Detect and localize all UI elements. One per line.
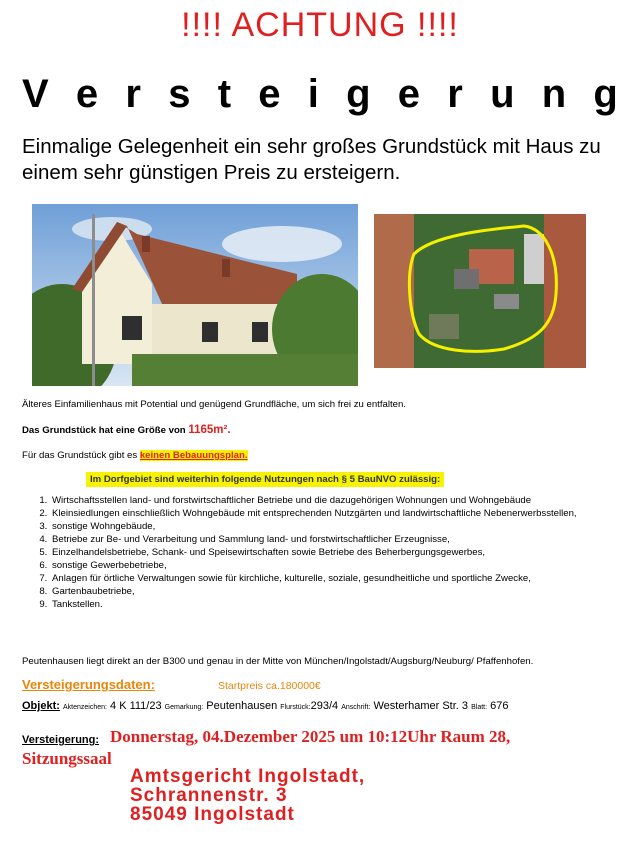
blatt-value: 676 [490,700,509,712]
achtung-heading: !!!! ACHTUNG !!!! [181,6,459,44]
court-name: Amtsgericht Ingolstadt, [130,766,366,787]
title-letter: t [217,72,232,116]
plot-size-value: 1165m². [188,424,231,436]
title-letter: r [125,72,141,116]
anschrift-value: Westerhamer Str. 3 [373,700,469,712]
court-street: Schrannenstr. 3 [130,785,288,806]
development-plan-highlight: keinen Bebauungsplan. [139,450,248,461]
title-letter: e [397,72,421,116]
development-plan-line [22,449,248,462]
gemarkung-value: Peutenhausen [206,700,278,712]
usage-list-item: 7. Anlagen für örtliche Verwaltungen sowie für kirchliche, kulturelle, soziale, gesundheitliche und sportliche Zwecke, [50,572,630,585]
plot-size-line [22,424,231,437]
title-letter: g [346,72,371,116]
objekt-label: Objekt: [22,700,60,712]
aktenzeichen-label: Aktenzeichen: [62,704,107,711]
title-letter: s [168,72,191,116]
aerial-photo [374,214,586,368]
title-letter: V [22,72,49,116]
auction-datetime: Donnerstag, 04.Dezember 2025 um 10:12Uhr Raum 28, [110,727,511,746]
usage-list-item: 3. sonstige Wohngebäude, [50,520,630,533]
title-letter: i [307,72,319,116]
title-letter: g [593,72,618,116]
anschrift-label: Anschrift: [341,704,371,711]
objekt-row [22,700,508,712]
start-price: Startpreis ca.180000€ [218,680,321,692]
page-title [22,72,618,117]
usage-list-item: 4. Betriebe zur Be- und Verarbeitung und Sammlung land- und forstwirtschaftlicher Erzeugnisse, [50,533,630,546]
development-plan-prefix: Für das Grundstück gibt es [22,450,140,461]
aktenzeichen-value: 4 K 111/23 [110,700,162,712]
title-letter: u [490,72,515,116]
usage-list-item: 6. sonstige Gewerbebetriebe, [50,559,630,572]
house-description: Älteres Einfamilienhaus mit Potential und genügend Grundfläche, um sich frei zu entfalten. [22,399,406,410]
plot-size-prefix: Das Grundstück hat eine Größe von [22,425,189,436]
auction-dates-label: Versteigerungsdaten: [22,677,155,692]
flurstueck-label: Flurstück: [280,704,311,711]
auction-room: Sitzungssaal [22,749,112,768]
usage-list-item: 5. Einzelhandelsbetriebe, Schank- und Speisewirtschaften sowie Betriebe des Beherbergungsgewerbes, [50,546,630,559]
flurstueck-value: 293/4 [310,700,339,712]
court-city: 85049 Ingolstadt [130,804,295,825]
intro-text: Einmalige Gelegenheit ein sehr großes Grundstück mit Haus zu einem sehr günstigen Preis zu ersteigern. [22,135,601,184]
house-photo [32,204,358,386]
usage-list-item: 1. Wirtschaftsstellen land- und forstwirtschaftlicher Betriebe und die dazugehörigen Wohnungen und Wohngebäude [50,494,630,507]
usage-list [32,494,630,611]
usage-list-item: 9. Tankstellen. [50,598,630,611]
usage-list-item: 8. Gartenbaubetriebe, [50,585,630,598]
title-letter: n [541,72,567,116]
blatt-label: Blatt: [471,704,488,711]
title-letter: e [75,72,99,116]
location-text: Peutenhausen liegt direkt an der B300 und genau in der Mitte von München/Ingolstadt/Augsburg/Neuburg/ Pfaffenhofen. [22,656,534,667]
versteigerung-label: Versteigerung: [22,734,100,746]
gemarkung-label: Gemarkung: [164,704,204,711]
usage-list-item: 2. Kleinsiedlungen einschließlich Wohngebäude mit entsprechenden Nutzgärten und landwirtschaftliche Nebenerwerbsstellen, [50,507,630,520]
title-letter: r [447,72,463,116]
usage-heading: Im Dorfgebiet sind weiterhin folgende Nutzungen nach § 5 BauNVO zulässig: [86,472,444,487]
title-letter: e [258,72,281,116]
